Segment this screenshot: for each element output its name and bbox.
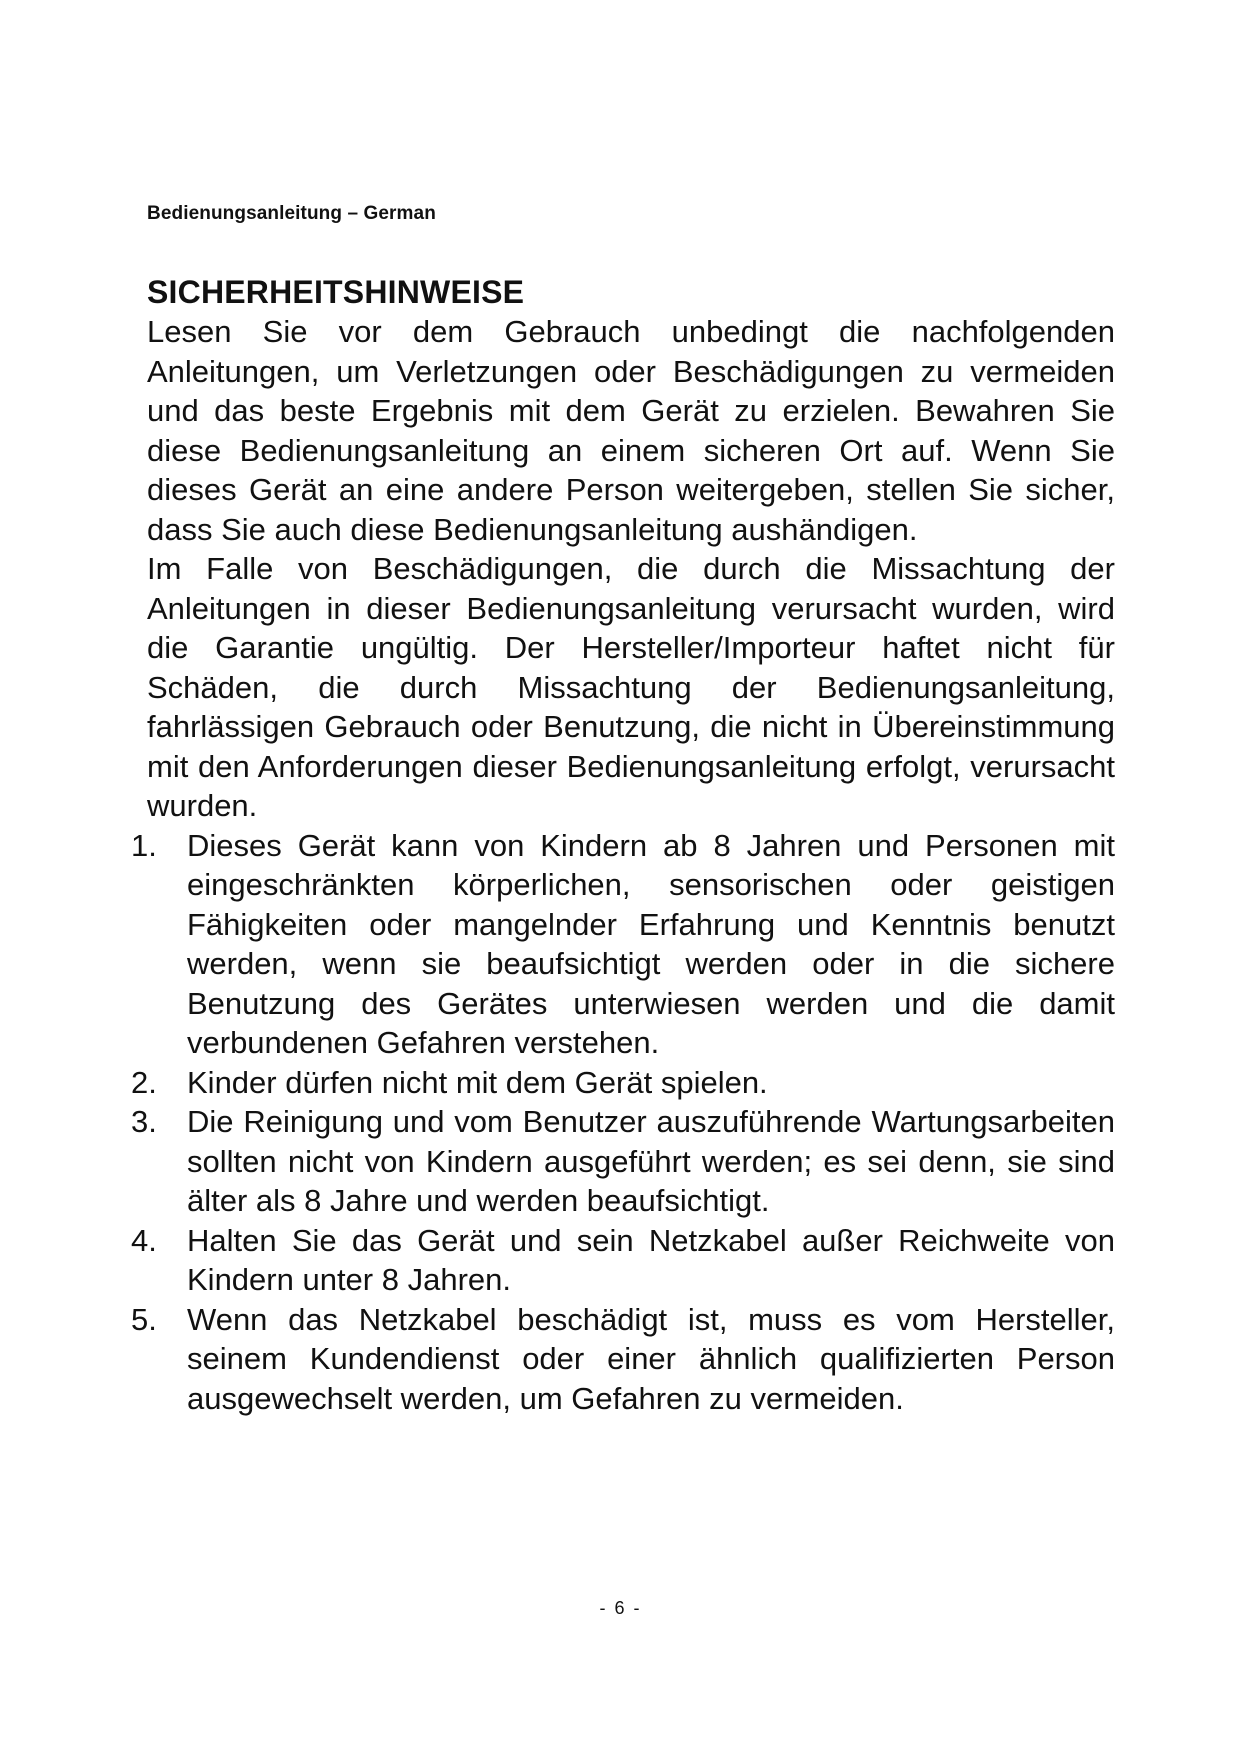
list-item [131,1063,1115,1103]
list-item-text: Wenn das Netzkabel beschädigt ist, muss es vom Hersteller, seinem Kundendienst oder einer ähnlich qualifizierten Person ausgewechselt werden, um Gefahren zu vermeiden. [187,1301,1115,1416]
list-item-number: 1. [131,827,157,863]
list-item-text: Dieses Gerät kann von Kindern ab 8 Jahren und Personen mit eingeschränkten körperlichen, sensorischen oder geistigen Fähigkeiten oder mangelnder Erfahrung und Kenntnis benutzt werden, wenn sie beaufsichtigt werden oder in die sichere Benutzung des Gerätes unterwiesen werden und die damit verbundenen Gefahren verstehen. [187,827,1115,1060]
list-item-number: 3. [131,1104,157,1139]
list-item [131,826,1115,1063]
warranty-paragraph: Im Falle von Beschädigungen, die durch die Missachtung der Anleitungen in dieser Bedienungsanleitung verursacht wurden, wird die Garantie ungültig. Der Hersteller/Importeur haftet nicht für Schäden, die durch Missachtung der Bedienungsanleitung, fahrlässigen Gebrauch oder Benutzung, die nicht in Übereinstimmung mit den Anforderungen dieser Bedienungsanleitung erfolgt, verursacht wurden. [147,551,1115,823]
page-number: - 6 - [599,1598,642,1618]
list-item-text: Halten Sie das Gerät und sein Netzkabel außer Reichweite von Kindern unter 8 Jahren. [187,1222,1115,1297]
list-item [131,1300,1115,1419]
list-item-number: 4. [131,1222,157,1258]
list-item-text: Die Reinigung und vom Benutzer auszuführende Wartungsarbeiten sollten nicht von Kindern ausgeführt werden; es sei denn, sie sind älter als 8 Jahre und werden beaufsichtigt. [187,1104,1115,1218]
list-item [131,1221,1115,1300]
list-item-number: 2. [131,1064,157,1100]
list-item [131,1102,1115,1221]
safety-section [131,272,1115,1418]
list-item-text: Kinder dürfen nicht mit dem Gerät spielen. [187,1064,768,1100]
list-item-number: 5. [131,1301,157,1337]
safety-list [131,826,1115,1419]
document-header: Bedienungsanleitung – German [147,203,436,224]
intro-paragraph: Lesen Sie vor dem Gebrauch unbedingt die nachfolgenden Anleitungen, um Verletzungen oder Beschädigungen zu vermeiden und das beste Ergebnis mit dem Gerät zu erzielen. Bewahren Sie diese Bedienungsanleitung an einem sicheren Ort auf. Wenn Sie dieses Gerät an eine andere Person weitergeben, stellen Sie sicher, dass Sie auch diese Bedienungsanleitung aushändigen. [147,314,1115,547]
section-title: SICHERHEITSHINWEISE [147,274,525,310]
